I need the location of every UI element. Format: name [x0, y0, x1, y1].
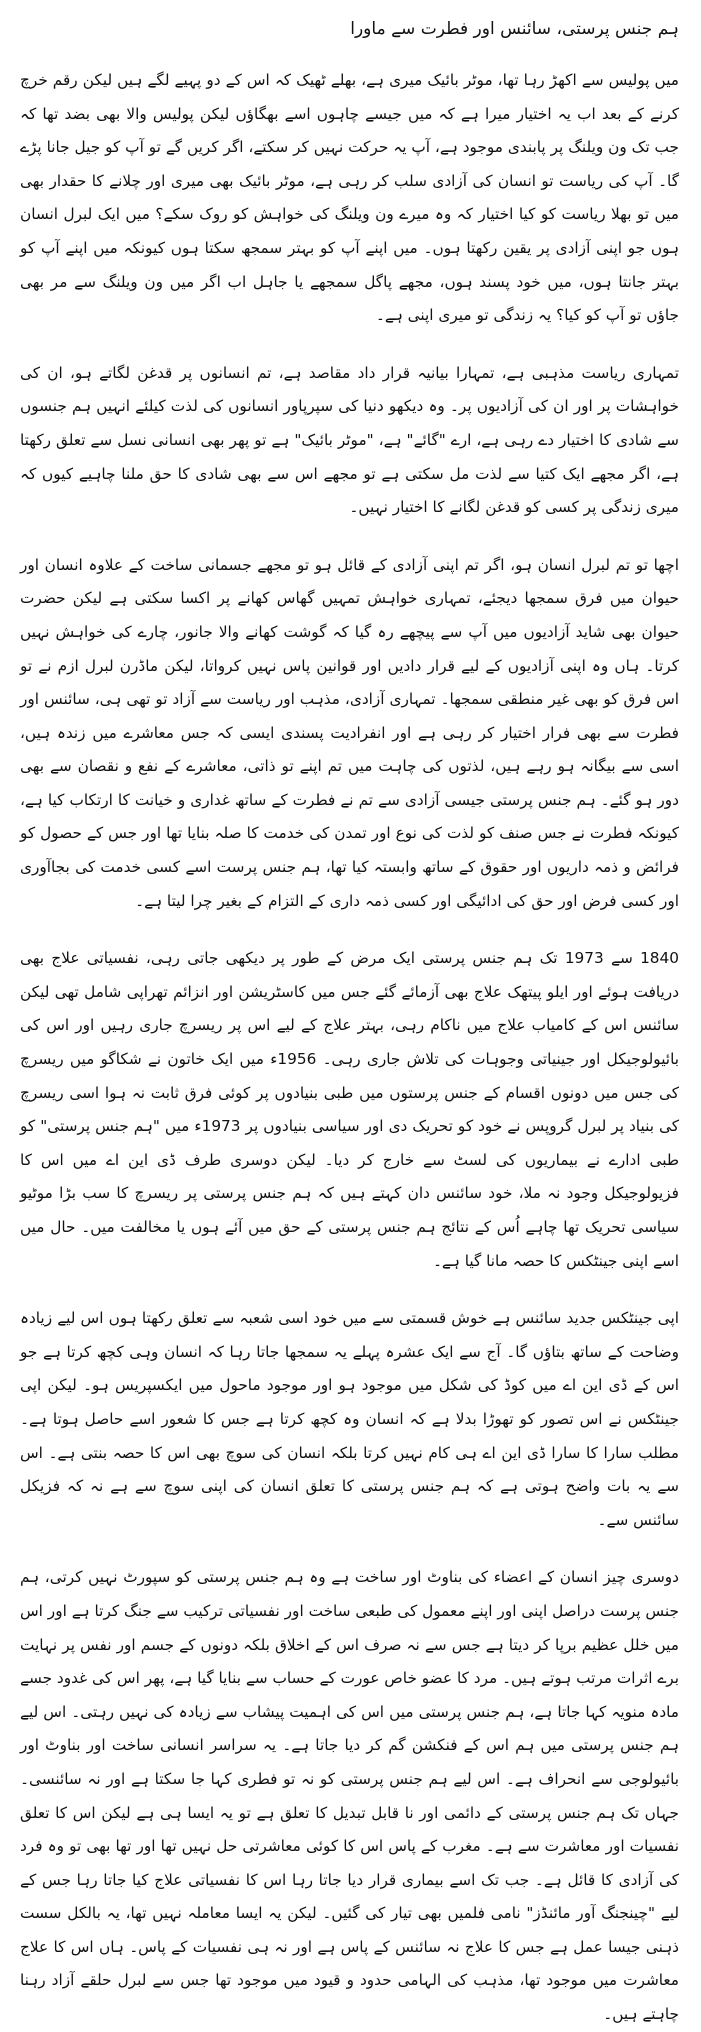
- paragraph-5: اپی جینٹکس جدید سائنس ہے خوش قسمتی سے میں خود اسی شعبہ سے تعلق رکھتا ہوں اس لیے زیادہ وضاحت کے ساتھ بتاؤں گا۔ آج سے ایک عشرہ پہلے یہ سمجھا جاتا رہا کہ انسان وہی کچھ کرتا ہے جو اس کے ڈی این اے میں کوڈ کی شکل میں موجود ہو اور موجود ماحول میں ایکسپریس ہو۔ لیکن اپی جینٹکس نے اس تصور کو تھوڑا بدلا ہے کہ انسان وہ کچھ کرتا ہے جس کا شعور اسے حاصل ہوتا ہے۔ مطلب سارا کا سارا ڈی این اے ہی کام نہیں کرتا بلکہ انسان کی سوچ بھی اس کا حصہ بنتی ہے۔ اس سے یہ بات واضح ہوتی ہے کہ ہم جنس پرستی کا تعلق انسان کی اپنی سوچ سے ہے نہ کہ فزیکل سائنس سے۔: [20, 1309, 679, 1529]
- paragraph-6: دوسری چیز انسان کے اعضاء کی بناوٹ اور ساخت ہے وہ ہم جنس پرستی کو سپورٹ نہیں کرتی، ہم جنس پرست دراصل اپنی اور اپنے معمول کی طبعی ساخت اور نفسیاتی ترکیب سے جنگ کرتا ہے اور اس میں خلل عظیم برپا کر دیتا ہے جس سے نہ صرف اس کے اخلاق بلکہ دونوں کے جسم اور نفس پر نہایت برے اثرات مرتب ہوتے ہیں۔ مرد کا عضو خاص عورت کے حساب سے بنایا گیا ہے، پھر اس کی غدود جسے مادہ منویہ کہا جاتا ہے، ہم جنس پرستی میں اس کی اہمیت پیشاب سے زیادہ کی نہیں رہتی۔ اس لیے ہم جنس پرستی میں ہم اس کے فنکشن گم کر دیا جاتا ہے۔ یہ سراسر انسانی ساخت اور بناوٹ اور بائیولوجی سے انحراف ہے۔ اس لیے ہم جنس پرستی کو نہ تو فطری کہا جا سکتا ہے اور نہ سائنسی۔ جہاں تک ہم جنس پرستی کے دائمی اور نا قابل تبدیل کا تعلق ہے تو یہ ایسا ہی ہے لیکن اس کا تعلق نفسیات اور معاشرت سے ہے۔ مغرب کے پاس اس کا کوئی معاشرتی حل نہیں تھا اور تھا بھی تو وہ فرد کی آزادی کا قائل ہے۔ جب تک اسے بیماری قرار دیا جاتا رہا اس کا نفسیاتی علاج کیا جاتا رہا جس کے لیے "چینجنگ آور مائنڈز" نامی فلمیں بھی تیار کی گئیں۔ لیکن یہ ایسا معاملہ نہیں تھا، یہ بالکل سست ذہنی جیسا عمل ہے جس کا علاج نہ سائنس کے پاس ہے اور نہ ہی نفسیات کے پاس۔ ہاں اس کا علاج معاشرت میں موجود تھا، مذہب کی الہامی حدود و قیود میں موجود تھا جس سے لبرل حلقے آزاد رہنا چاہتے ہیں۔: [20, 1568, 679, 2024]
- paragraph-1: میں پولیس سے اکھڑ رہا تھا، موٹر بائیک میری ہے، بھلے ٹھیک کہ اس کے دو پہیے لگے ہیں لیکن رقم خرچ کرنے کے بعد اب یہ اختیار میرا ہے کہ میں جیسے چاہوں اسے بھگاؤں لیکن پولیس والا بھی بضد تھا کہ جب تک ون ویلنگ پر پابندی موجود ہے، آپ یہ حرکت نہیں کر سکتے، اگر کریں گے تو آپ کو جیل جانا پڑے گا۔ آپ کی ریاست تو انسان کی آزادی سلب کر رہی ہے، موٹر بائیک بھی میری اور چلانے کا حقدار بھی میں تو بھلا ریاست کو کیا اختیار کہ وہ میرے ون ویلنگ کی خواہش کو روک سکے؟ میں ایک لبرل انسان ہوں جو اپنی آزادی پر یقین رکھتا ہوں۔ میں اپنے آپ کو بہتر سمجھ سکتا ہوں کیونکہ میں اپنے آپ کو بہتر جانتا ہوں، میں خود پسند ہوں، مجھے پاگل سمجھے یا جاہل اب اگر میں ون ویلنگ سے مر بھی جاؤں تو آپ کو کیا؟ یہ زندگی تو میری اپنی ہے۔: [20, 71, 679, 325]
- paragraph-2: تمہاری ریاست مذہبی ہے، تمہارا بیانیہ قرار داد مقاصد ہے، تم انسانوں پر قدغن لگاتے ہو، ان کی خواہشات پر اور ان کی آزادیوں پر۔ وہ دیکھو دنیا کی سپرپاور انسانوں کی لذت کیلئے انہیں ہم جنسوں سے شادی کا اختیار دے رہی ہے، ارے "گائے" ہے، "موٹر بائیک" ہے تو پھر بھی انسانی نسل سے تعلق رکھتا ہے، اگر مجھے ایک کتیا سے لذت مل سکتی ہے تو مجھے اس سے بھی شادی کا حق ملنا چاہیے کیوں کہ میری زندگی پر کسی کو قدغن لگانے کا اختیار نہیں۔: [20, 363, 679, 517]
- paragraph-4: 1840 سے 1973 تک ہم جنس پرستی ایک مرض کے طور پر دیکھی جاتی رہی، نفسیاتی علاج بھی دریافت ہوئے اور ایلو پیتھک علاج بھی آزمائے گئے جس میں کاسٹریشن اور انزائم تھراپی شامل تھی لیکن سائنس اس کے کامیاب علاج میں ناکام رہی، بہتر علاج کے لیے اس پر ریسرچ جاری رہیں اور اس کی بائیولوجیکل اور جینیاتی وجوہات کی تلاش جاری رہی۔ 1956ء میں ایک خاتون نے شکاگو میں ریسرچ کی جس میں دونوں اقسام کے جنس پرستوں میں طبی بنیادوں پر کوئی فرق ثابت نہ ہوا اسی ریسرچ کی بنیاد پر لبرل گروپس نے خود کو تحریک دی اور سیاسی بنیادوں پر 1973ء میں "ہم جنس پرستی" کو طبی ادارے نے بیماریوں کی لسٹ سے خارج کر دیا۔ لیکن دوسری طرف ڈی این اے میں اس کا فزیولوجیکل وجود نہ ملا، خود سائنس دان کہتے ہیں کہ ہم جنس پرستی پر ریسرچ کا سب بڑا موٹیو سیاسی تحریک تھا چاہے اُس کے نتائج ہم جنس پرستی کے حق میں آئے ہوں یا مخالفت میں۔ حال میں اسے اپنی جینٹکس کا حصہ مانا گیا ہے۔: [20, 949, 679, 1270]
- article-title: ہم جنس پرستی، سائنس اور فطرت سے ماورا: [350, 19, 679, 39]
- paragraph-3: اچھا تو تم لبرل انسان ہو، اگر تم اپنی آزادی کے قائل ہو تو مجھے جسمانی ساخت کے علاوہ انسان اور حیوان میں فرق سمجھا دیجئے، تمہاری خواہش تمہیں گھاس کھانے پر اکسا سکتی ہے لیکن حضرت حیوان بھی شاید آزادیوں میں آپ سے پیچھے رہ گیا کہ گوشت کھانے والا جانور، چارے کی خواہش نہیں کرتا۔ ہاں وہ اپنی آزادیوں کے لیے قرار دادیں اور قوانین پاس نہیں کرواتا، لیکن ماڈرن لبرل ازم نے تو اس فرق کو بھی غیر منطقی سمجھا۔ تمہاری آزادی، مذہب اور ریاست سے آزاد تو تھی ہی، سائنس اور فطرت سے بھی فرار اختیار کر رہی ہے اور انفرادیت پسندی ایسی کہ جس معاشرے میں زندہ ہیں، اسی سے بیگانہ ہو رہے ہیں، لذتوں کی چاہت میں تم اپنے تو ذاتی، معاشرے کے نفع و نقصان سے بھی دور ہو گئے۔ ہم جنس پرستی جیسی آزادی سے تم نے فطرت کے ساتھ غداری و خیانت کا ارتکاب کیا ہے، کیونکہ فطرت نے جس صنف کو لذت کی نوع اور تمدن کی خدمت کا صلہ بنایا تھا اور جس کے حصول کو فرائض و ذمہ داریوں اور حقوق کے ساتھ وابستہ کیا تھا، ہم جنس پرست اسے کسی خدمت کی بجاآوری اور کسی فرض اور حق کی ادائیگی اور کسی ذمہ داری کے التزام کے بغیر چرا لیتا ہے۔: [20, 555, 679, 910]
